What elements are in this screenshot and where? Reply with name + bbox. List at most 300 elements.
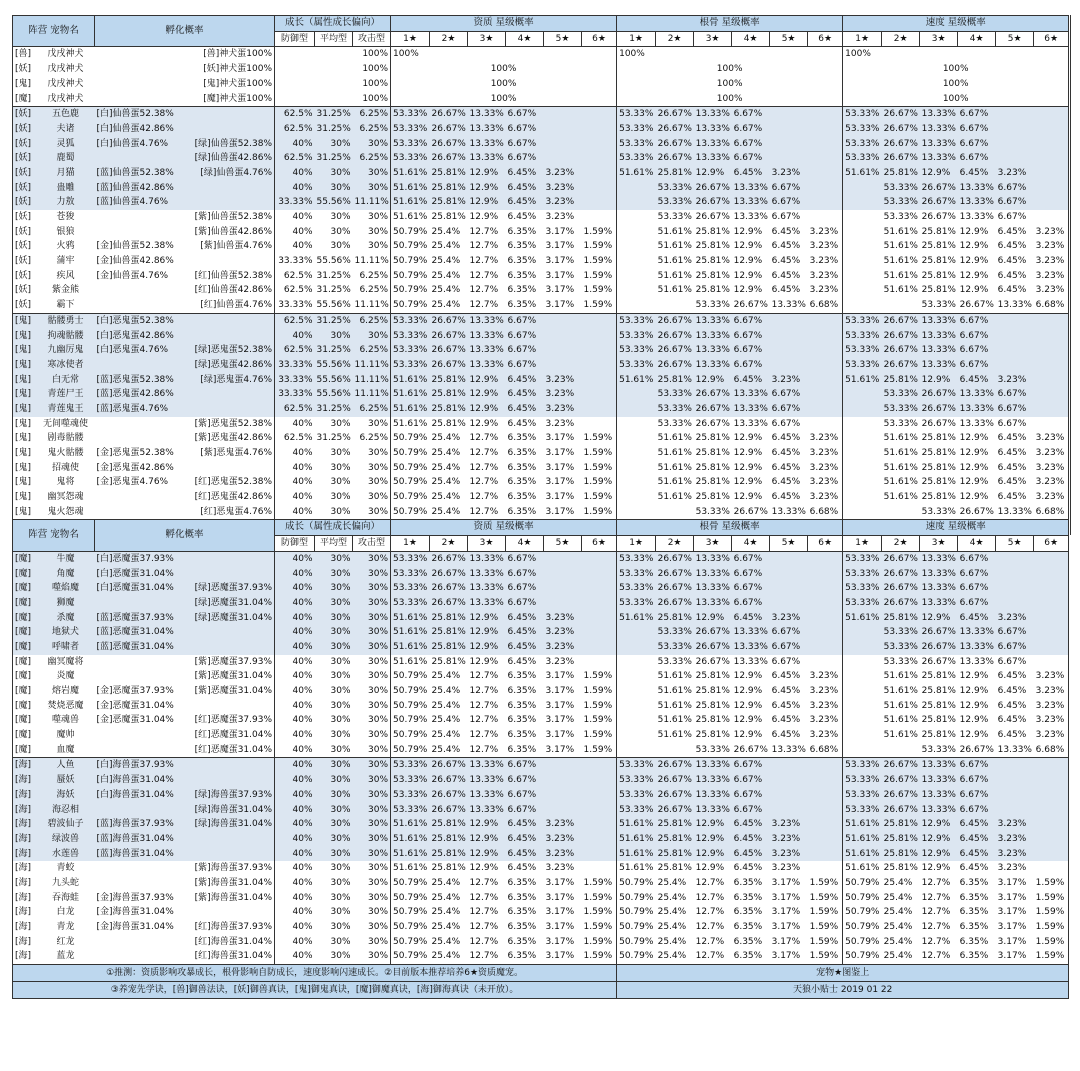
cell-speed: 25.81% bbox=[882, 373, 920, 388]
cell-speed: 51.61% bbox=[882, 699, 920, 714]
cell-aptitude: 6.35% bbox=[506, 728, 544, 743]
cell-aptitude: 25.81% bbox=[430, 655, 468, 670]
cell-aptitude: 12.7% bbox=[468, 684, 506, 699]
cell-aptitude: 12.7% bbox=[468, 431, 506, 446]
cell-bone: 53.33% bbox=[656, 402, 694, 417]
pet-probability-table bbox=[12, 15, 1069, 999]
cell-speed: 6.67% bbox=[958, 802, 996, 817]
cell-pet-name: 月猫 bbox=[37, 166, 95, 181]
cell-pet-name: 戊戌神犬 bbox=[37, 47, 95, 62]
cell-speed: 6.67% bbox=[996, 181, 1034, 196]
cell-faction: [鬼] bbox=[13, 313, 37, 328]
cell-faction: [妖] bbox=[13, 181, 37, 196]
cell-bone: 26.67% bbox=[656, 107, 694, 122]
cell-speed: 26.67% bbox=[958, 298, 996, 313]
cell-aptitude bbox=[544, 802, 582, 817]
cell-bone: 1.59% bbox=[808, 949, 843, 964]
cell-speed: 3.23% bbox=[996, 373, 1034, 388]
cell-aptitude bbox=[582, 758, 617, 773]
cell-aptitude: 13.33% bbox=[468, 151, 506, 166]
cell-growth-atk: 30% bbox=[353, 832, 391, 847]
cell-hatch-2 bbox=[179, 328, 275, 343]
header-star: 5★ bbox=[770, 536, 808, 552]
cell-growth-avg: 30% bbox=[315, 713, 353, 728]
cell-hatch-2: [绿]仙兽蛋42.86% bbox=[179, 151, 275, 166]
header-speed: 速度 星级概率 bbox=[843, 520, 1069, 536]
cell-aptitude: 6.67% bbox=[506, 596, 544, 611]
cell-aptitude: 6.45% bbox=[506, 210, 544, 225]
table-row bbox=[13, 640, 1069, 655]
cell-hatch-2: [红]仙兽蛋4.76% bbox=[179, 298, 275, 313]
cell-growth-atk: 30% bbox=[353, 802, 391, 817]
cell-pet-name: 青莲鬼王 bbox=[37, 402, 95, 417]
cell-bone: 53.33% bbox=[694, 298, 732, 313]
cell-bone bbox=[617, 269, 656, 284]
cell-aptitude: 51.61% bbox=[391, 861, 430, 876]
table-row bbox=[13, 920, 1069, 935]
cell-pet-name: 地狱犬 bbox=[37, 625, 95, 640]
header-star: 2★ bbox=[430, 536, 468, 552]
header-star: 5★ bbox=[544, 536, 582, 552]
cell-aptitude: 13.33% bbox=[468, 566, 506, 581]
header-growth-col: 防御型 bbox=[275, 31, 315, 47]
cell-speed: 26.67% bbox=[882, 313, 920, 328]
cell-aptitude: 25.4% bbox=[430, 891, 468, 906]
cell-bone: 50.79% bbox=[617, 905, 656, 920]
cell-growth-def: 40% bbox=[275, 788, 315, 803]
cell-aptitude bbox=[582, 328, 617, 343]
cell-bone: 25.81% bbox=[694, 490, 732, 505]
cell-bone: 26.67% bbox=[732, 743, 770, 758]
cell-speed: 26.67% bbox=[882, 328, 920, 343]
cell-speed: 26.67% bbox=[920, 210, 958, 225]
cell-bone bbox=[770, 358, 808, 373]
cell-aptitude: 1.59% bbox=[582, 475, 617, 490]
cell-aptitude: 50.79% bbox=[391, 446, 430, 461]
cell-growth-atk: 30% bbox=[353, 684, 391, 699]
header-star: 4★ bbox=[958, 31, 996, 47]
cell-aptitude: 12.7% bbox=[468, 490, 506, 505]
header-star: 5★ bbox=[770, 31, 808, 47]
cell-growth-def: 40% bbox=[275, 949, 315, 964]
cell-speed: 53.33% bbox=[843, 137, 882, 152]
header-star: 2★ bbox=[882, 31, 920, 47]
cell-pet-name: 夫诸 bbox=[37, 122, 95, 137]
cell-bone: 3.23% bbox=[808, 669, 843, 684]
cell-bone: 6.67% bbox=[770, 655, 808, 670]
cell-growth-atk: 6.25% bbox=[353, 402, 391, 417]
cell-speed bbox=[1034, 832, 1069, 847]
cell-bone: 51.61% bbox=[656, 461, 694, 476]
cell-speed: 12.9% bbox=[920, 847, 958, 862]
cell-aptitude: 3.17% bbox=[544, 891, 582, 906]
header-star: 5★ bbox=[996, 31, 1034, 47]
cell-growth-avg: 31.25% bbox=[315, 313, 353, 328]
cell-speed: 26.67% bbox=[882, 151, 920, 166]
cell-growth-def bbox=[275, 91, 315, 106]
cell-bone: 1.59% bbox=[808, 935, 843, 950]
table-row bbox=[13, 91, 1069, 106]
cell-speed: 25.81% bbox=[882, 817, 920, 832]
header-star: 3★ bbox=[468, 31, 506, 47]
cell-hatch-1 bbox=[95, 298, 179, 313]
cell-aptitude: 6.45% bbox=[506, 640, 544, 655]
cell-pet-name: 苍狻 bbox=[37, 210, 95, 225]
header-growth-col: 平均型 bbox=[315, 536, 353, 552]
cell-growth-avg: 30% bbox=[315, 788, 353, 803]
cell-growth-avg: 30% bbox=[315, 490, 353, 505]
cell-speed: 13.33% bbox=[996, 505, 1034, 520]
cell-faction: [鬼] bbox=[13, 402, 37, 417]
cell-bone: 3.23% bbox=[770, 847, 808, 862]
cell-bone: 53.33% bbox=[617, 343, 656, 358]
cell-growth-atk: 30% bbox=[353, 181, 391, 196]
cell-aptitude: 53.33% bbox=[391, 313, 430, 328]
cell-aptitude: 50.79% bbox=[391, 475, 430, 490]
cell-bone: 6.67% bbox=[732, 151, 770, 166]
cell-growth-def bbox=[275, 47, 315, 62]
cell-growth-atk: 11.11% bbox=[353, 358, 391, 373]
cell-speed: 53.33% bbox=[882, 195, 920, 210]
cell-aptitude bbox=[582, 832, 617, 847]
cell-faction: [海] bbox=[13, 876, 37, 891]
cell-bone: 25.81% bbox=[694, 728, 732, 743]
cell-aptitude: 12.9% bbox=[468, 640, 506, 655]
cell-bone: 3.23% bbox=[770, 373, 808, 388]
cell-aptitude: 12.9% bbox=[468, 417, 506, 432]
cell-aptitude: 1.59% bbox=[582, 269, 617, 284]
header-star: 2★ bbox=[656, 536, 694, 552]
cell-hatch-1 bbox=[95, 47, 179, 62]
section-2 bbox=[13, 520, 1069, 965]
cell-speed bbox=[843, 195, 882, 210]
cell-speed: 6.35% bbox=[958, 876, 996, 891]
cell-growth-def: 40% bbox=[275, 611, 315, 626]
cell-aptitude: 51.61% bbox=[391, 625, 430, 640]
cell-speed bbox=[996, 596, 1034, 611]
cell-hatch-2: [绿]恶魔蛋31.04% bbox=[179, 596, 275, 611]
cell-bone: 26.67% bbox=[694, 625, 732, 640]
cell-growth-def: 40% bbox=[275, 773, 315, 788]
cell-aptitude: 6.67% bbox=[506, 313, 544, 328]
cell-pet-name: 熔岩魔 bbox=[37, 684, 95, 699]
header-star: 6★ bbox=[1034, 536, 1069, 552]
header-star: 1★ bbox=[843, 31, 882, 47]
cell-hatch-1 bbox=[95, 225, 179, 240]
cell-hatch-2: [绿]海兽蛋31.04% bbox=[179, 802, 275, 817]
cell-aptitude: 26.67% bbox=[430, 566, 468, 581]
cell-aptitude: 3.17% bbox=[544, 684, 582, 699]
cell-bone: 6.35% bbox=[732, 935, 770, 950]
cell-hatch-2: [绿]恶魔蛋37.93% bbox=[179, 581, 275, 596]
cell-aptitude: 12.7% bbox=[468, 225, 506, 240]
cell-bone: 51.61% bbox=[617, 166, 656, 181]
cell-speed: 13.33% bbox=[920, 566, 958, 581]
cell-speed: 25.81% bbox=[920, 728, 958, 743]
cell-bone: 25.81% bbox=[694, 446, 732, 461]
cell-speed: 26.67% bbox=[920, 387, 958, 402]
cell-faction: [鬼] bbox=[13, 505, 37, 520]
cell-hatch-1: [蓝]恶魔蛋31.04% bbox=[95, 640, 179, 655]
cell-bone bbox=[808, 596, 843, 611]
cell-hatch-2: [绿]恶鬼蛋42.86% bbox=[179, 358, 275, 373]
cell-speed bbox=[843, 490, 882, 505]
cell-bone: 12.9% bbox=[732, 254, 770, 269]
cell-hatch-1 bbox=[95, 596, 179, 611]
cell-speed: 26.67% bbox=[882, 343, 920, 358]
cell-hatch-2 bbox=[179, 107, 275, 122]
cell-bone bbox=[808, 655, 843, 670]
cell-aptitude: 6.67% bbox=[506, 137, 544, 152]
cell-pet-name: 灵狐 bbox=[37, 137, 95, 152]
cell-hatch-2: [红]恶鬼蛋4.76% bbox=[179, 505, 275, 520]
cell-hatch-2: [红]海兽蛋31.04% bbox=[179, 949, 275, 964]
table-row bbox=[13, 431, 1069, 446]
cell-aptitude: 6.35% bbox=[506, 254, 544, 269]
table-row bbox=[13, 166, 1069, 181]
cell-bone bbox=[808, 832, 843, 847]
cell-bone: 3.23% bbox=[808, 239, 843, 254]
cell-aptitude: 3.17% bbox=[544, 728, 582, 743]
cell-bone: 3.23% bbox=[808, 446, 843, 461]
cell-aptitude: 6.45% bbox=[506, 611, 544, 626]
cell-hatch-2 bbox=[179, 699, 275, 714]
cell-hatch-1: [金]恶魔蛋31.04% bbox=[95, 699, 179, 714]
cell-bone: 13.33% bbox=[694, 551, 732, 566]
cell-bone: 12.9% bbox=[732, 713, 770, 728]
cell-bone: 12.7% bbox=[694, 949, 732, 964]
cell-hatch-1 bbox=[95, 728, 179, 743]
cell-speed bbox=[1034, 802, 1069, 817]
cell-aptitude: 25.4% bbox=[430, 239, 468, 254]
cell-hatch-2: [紫]仙兽蛋52.38% bbox=[179, 210, 275, 225]
cell-bone: 25.81% bbox=[656, 847, 694, 862]
cell-speed: 53.33% bbox=[882, 181, 920, 196]
cell-bone: 25.81% bbox=[656, 832, 694, 847]
header-faction-pet bbox=[13, 520, 95, 551]
cell-aptitude-all: 100% bbox=[391, 91, 617, 106]
cell-aptitude: 51.61% bbox=[391, 166, 430, 181]
cell-growth-def bbox=[275, 77, 315, 92]
cell-growth-avg: 30% bbox=[315, 655, 353, 670]
cell-bone: 6.68% bbox=[808, 298, 843, 313]
cell-aptitude bbox=[582, 788, 617, 803]
cell-aptitude bbox=[544, 551, 582, 566]
header-star: 4★ bbox=[732, 536, 770, 552]
cell-aptitude: 3.23% bbox=[544, 166, 582, 181]
cell-speed: 25.81% bbox=[920, 713, 958, 728]
cell-aptitude: 26.67% bbox=[430, 551, 468, 566]
cell-growth-avg: 31.25% bbox=[315, 431, 353, 446]
cell-bone: 53.33% bbox=[656, 195, 694, 210]
cell-aptitude: 3.23% bbox=[544, 611, 582, 626]
cell-growth-def: 40% bbox=[275, 640, 315, 655]
cell-aptitude: 50.79% bbox=[391, 876, 430, 891]
cell-aptitude: 25.81% bbox=[430, 417, 468, 432]
cell-speed: 3.17% bbox=[996, 935, 1034, 950]
cell-hatch-2 bbox=[179, 551, 275, 566]
cell-growth-def: 33.33% bbox=[275, 254, 315, 269]
cell-aptitude: 6.45% bbox=[506, 817, 544, 832]
cell-aptitude: 25.4% bbox=[430, 920, 468, 935]
cell-growth-atk: 30% bbox=[353, 949, 391, 964]
cell-speed: 53.33% bbox=[843, 122, 882, 137]
header-hatch: 孵化概率 bbox=[95, 16, 275, 47]
cell-bone: 53.33% bbox=[617, 788, 656, 803]
cell-bone: 50.79% bbox=[617, 876, 656, 891]
cell-growth-avg: 30% bbox=[315, 891, 353, 906]
cell-bone: 6.45% bbox=[732, 847, 770, 862]
cell-speed: 6.45% bbox=[958, 832, 996, 847]
cell-aptitude: 12.9% bbox=[468, 181, 506, 196]
cell-speed: 3.17% bbox=[996, 920, 1034, 935]
cell-growth-avg: 31.25% bbox=[315, 283, 353, 298]
cell-bone: 51.61% bbox=[617, 611, 656, 626]
cell-hatch-1: [蓝]海兽蛋37.93% bbox=[95, 817, 179, 832]
cell-bone bbox=[808, 551, 843, 566]
cell-bone: 50.79% bbox=[617, 920, 656, 935]
header-star: 5★ bbox=[544, 31, 582, 47]
cell-aptitude: 50.79% bbox=[391, 728, 430, 743]
cell-speed: 6.67% bbox=[996, 402, 1034, 417]
cell-faction: [海] bbox=[13, 905, 37, 920]
cell-bone: 53.33% bbox=[656, 417, 694, 432]
cell-bone bbox=[617, 283, 656, 298]
cell-aptitude: 3.17% bbox=[544, 269, 582, 284]
cell-aptitude: 6.45% bbox=[506, 847, 544, 862]
cell-speed: 53.33% bbox=[843, 581, 882, 596]
cell-aptitude bbox=[582, 817, 617, 832]
cell-speed: 53.33% bbox=[882, 625, 920, 640]
cell-aptitude bbox=[582, 847, 617, 862]
header-aptitude: 资质 星级概率 bbox=[391, 16, 617, 32]
cell-bone: 25.4% bbox=[656, 920, 694, 935]
cell-aptitude: 3.17% bbox=[544, 239, 582, 254]
cell-bone bbox=[808, 343, 843, 358]
cell-pet-name: 寒冰使者 bbox=[37, 358, 95, 373]
cell-hatch-2: [紫]海兽蛋37.93% bbox=[179, 861, 275, 876]
table-row bbox=[13, 832, 1069, 847]
cell-bone: 6.67% bbox=[732, 596, 770, 611]
cell-pet-name: 蛊雕 bbox=[37, 181, 95, 196]
cell-bone bbox=[808, 313, 843, 328]
cell-aptitude: 12.7% bbox=[468, 920, 506, 935]
cell-speed: 13.33% bbox=[958, 402, 996, 417]
cell-bone: 51.61% bbox=[656, 684, 694, 699]
header-growth-col: 平均型 bbox=[315, 31, 353, 47]
cell-aptitude bbox=[582, 122, 617, 137]
cell-aptitude: 6.35% bbox=[506, 505, 544, 520]
cell-speed: 13.33% bbox=[920, 773, 958, 788]
cell-speed: 6.67% bbox=[958, 551, 996, 566]
cell-speed: 25.81% bbox=[882, 861, 920, 876]
cell-speed bbox=[1034, 788, 1069, 803]
cell-speed: 6.35% bbox=[958, 949, 996, 964]
cell-growth-avg: 30% bbox=[315, 551, 353, 566]
cell-speed: 12.9% bbox=[958, 699, 996, 714]
cell-hatch-1 bbox=[95, 505, 179, 520]
cell-aptitude: 51.61% bbox=[391, 402, 430, 417]
cell-aptitude: 3.17% bbox=[544, 461, 582, 476]
cell-bone: 53.33% bbox=[617, 137, 656, 152]
cell-speed: 13.33% bbox=[920, 151, 958, 166]
cell-aptitude: 12.7% bbox=[468, 283, 506, 298]
cell-aptitude: 53.33% bbox=[391, 328, 430, 343]
cell-aptitude: 50.79% bbox=[391, 283, 430, 298]
cell-aptitude: 12.7% bbox=[468, 239, 506, 254]
cell-pet-name: 海妖 bbox=[37, 788, 95, 803]
cell-speed: 6.45% bbox=[958, 373, 996, 388]
cell-growth-def: 40% bbox=[275, 920, 315, 935]
cell-speed: 25.81% bbox=[920, 431, 958, 446]
cell-hatch-1: [蓝]仙兽蛋4.76% bbox=[95, 195, 179, 210]
cell-faction: [鬼] bbox=[13, 373, 37, 388]
cell-pet-name: 青龙 bbox=[37, 920, 95, 935]
cell-speed bbox=[843, 402, 882, 417]
cell-hatch-2: [紫]恶魔蛋31.04% bbox=[179, 669, 275, 684]
cell-growth-atk: 30% bbox=[353, 788, 391, 803]
cell-growth-atk: 30% bbox=[353, 166, 391, 181]
cell-bone bbox=[808, 181, 843, 196]
cell-aptitude: 13.33% bbox=[468, 107, 506, 122]
section-1 bbox=[13, 16, 1069, 520]
cell-growth-atk: 6.25% bbox=[353, 313, 391, 328]
cell-aptitude: 50.79% bbox=[391, 225, 430, 240]
cell-speed: 26.67% bbox=[920, 655, 958, 670]
cell-hatch-1: [白]恶魔蛋31.04% bbox=[95, 581, 179, 596]
cell-speed: 6.68% bbox=[1034, 743, 1069, 758]
cell-hatch-2: [绿]恶鬼蛋52.38% bbox=[179, 343, 275, 358]
cell-growth-def: 40% bbox=[275, 181, 315, 196]
cell-growth-atk: 30% bbox=[353, 713, 391, 728]
cell-speed: 6.45% bbox=[996, 684, 1034, 699]
cell-speed bbox=[1034, 417, 1069, 432]
cell-bone: 3.23% bbox=[808, 431, 843, 446]
cell-growth-atk: 30% bbox=[353, 581, 391, 596]
cell-bone: 6.35% bbox=[732, 905, 770, 920]
cell-aptitude: 53.33% bbox=[391, 773, 430, 788]
cell-speed: 13.33% bbox=[920, 358, 958, 373]
cell-hatch-2: [紫]恶鬼蛋52.38% bbox=[179, 417, 275, 432]
cell-speed: 51.61% bbox=[843, 817, 882, 832]
cell-aptitude: 12.7% bbox=[468, 446, 506, 461]
cell-growth-avg: 30% bbox=[315, 505, 353, 520]
cell-speed: 13.33% bbox=[920, 313, 958, 328]
cell-pet-name: 霸下 bbox=[37, 298, 95, 313]
cell-speed: 3.23% bbox=[996, 166, 1034, 181]
cell-speed: 53.33% bbox=[843, 107, 882, 122]
cell-aptitude bbox=[582, 802, 617, 817]
cell-speed: 26.67% bbox=[882, 581, 920, 596]
cell-aptitude: 3.23% bbox=[544, 817, 582, 832]
cell-bone: 51.61% bbox=[656, 269, 694, 284]
cell-speed: 13.33% bbox=[920, 122, 958, 137]
cell-hatch-2 bbox=[179, 773, 275, 788]
cell-speed: 26.67% bbox=[920, 195, 958, 210]
header-row bbox=[13, 16, 1069, 32]
cell-aptitude: 3.17% bbox=[544, 920, 582, 935]
table-row bbox=[13, 358, 1069, 373]
footer-note-2: ③养宠先学诀，[兽]御兽法诀，[妖]御兽真诀，[鬼]御鬼真诀，[魔]御魔真诀，[海]御海真诀（未开放）。 bbox=[13, 982, 617, 999]
cell-bone bbox=[617, 195, 656, 210]
cell-growth-avg: 30% bbox=[315, 461, 353, 476]
cell-faction: [魔] bbox=[13, 728, 37, 743]
cell-aptitude: 51.61% bbox=[391, 817, 430, 832]
cell-bone: 12.9% bbox=[732, 431, 770, 446]
cell-speed: 25.81% bbox=[882, 832, 920, 847]
cell-speed bbox=[843, 728, 882, 743]
cell-pet-name: 鬼火骷髅 bbox=[37, 446, 95, 461]
